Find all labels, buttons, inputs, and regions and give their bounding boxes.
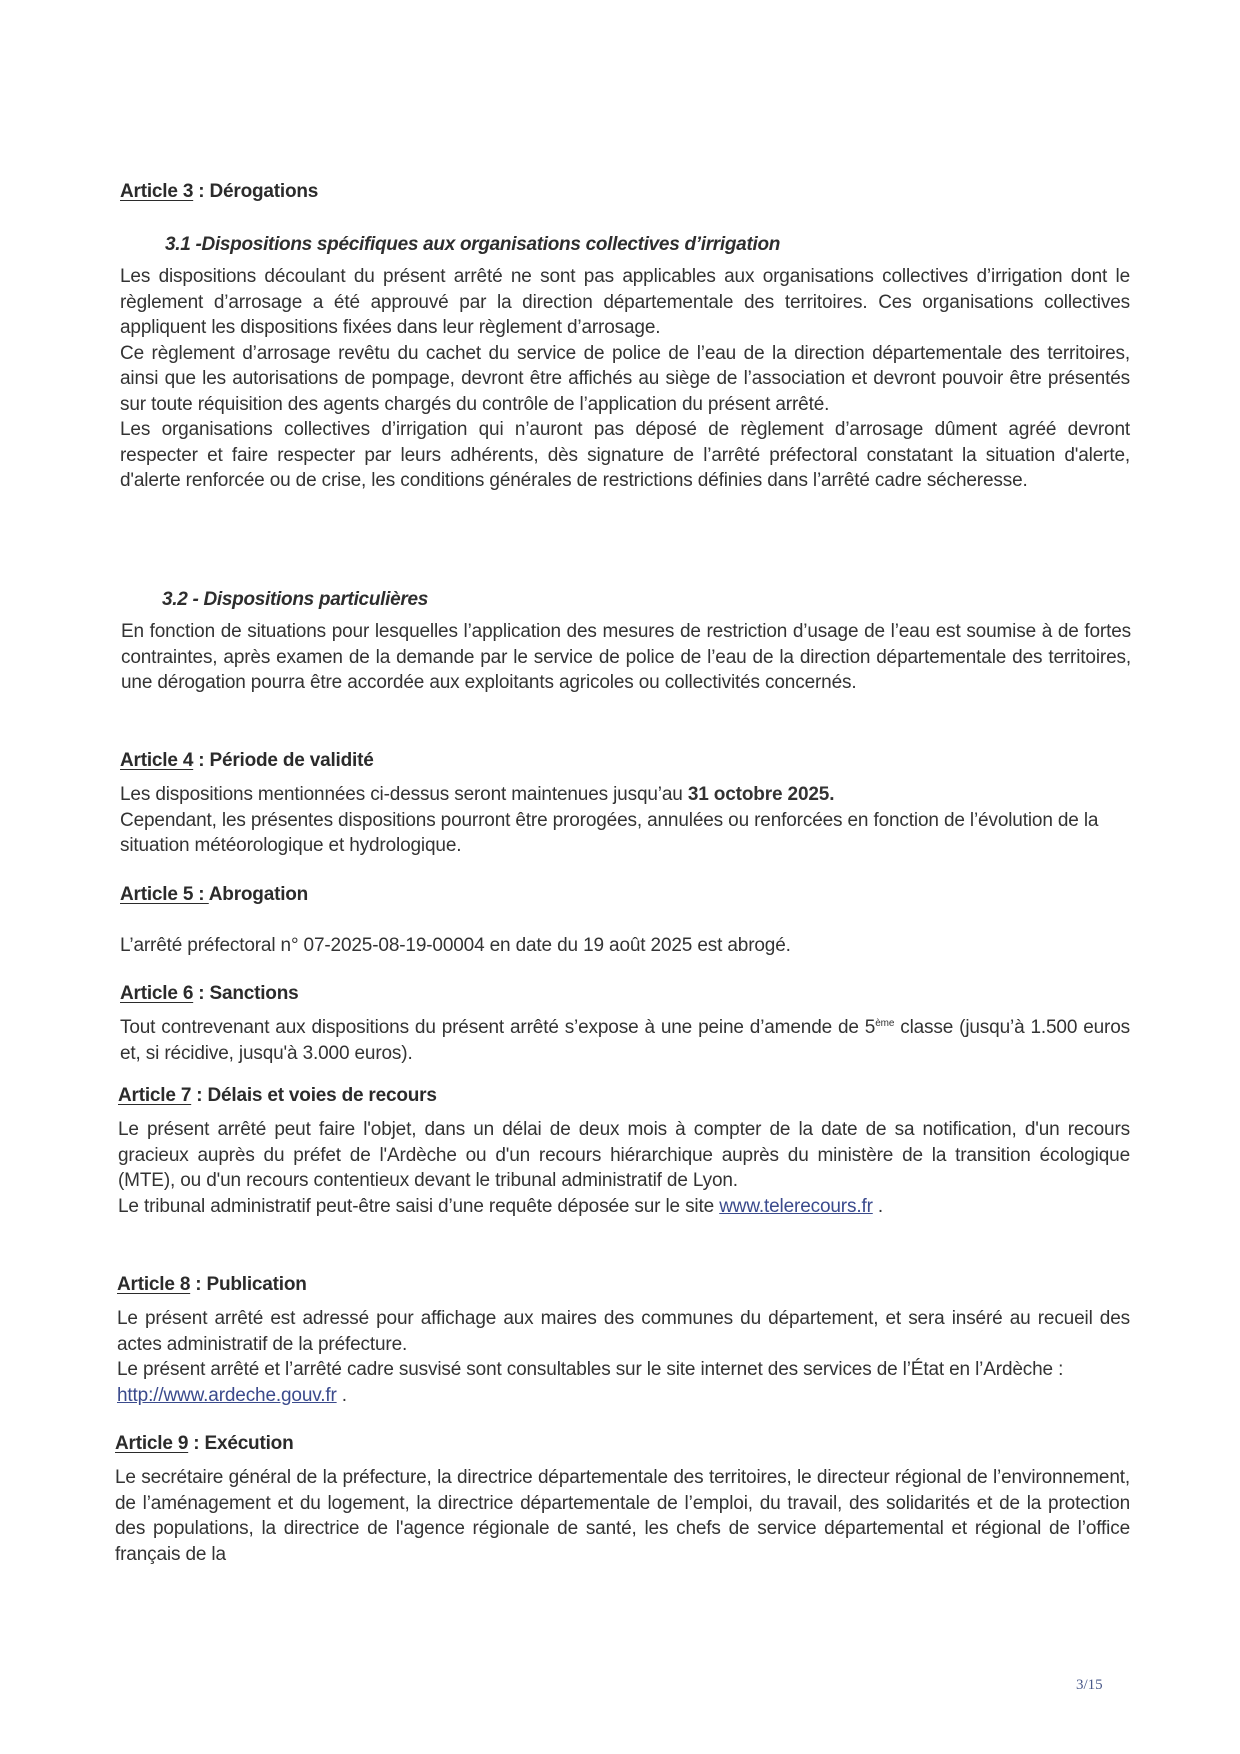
article-9-paragraph-1: Le secrétaire général de la préfecture, la directrice départementale des territoires, le directeur régional de l’environnement, de l’aménagement et du logement, la directrice départementale de l’emploi, du travail, des solidarités et de la protection des populations, la directrice de l'agence régionale de santé, les chefs de service départemental et régional de l’office français de la — [115, 1467, 1130, 1565]
text: Les dispositions mentionnées ci-dessus seront maintenues jusqu’au — [120, 784, 688, 805]
section-3-2-title: 3.2 - Dispositions particulières — [162, 589, 428, 610]
article-3-title: Dérogations — [209, 181, 319, 202]
heading-separator: : — [188, 1433, 205, 1454]
article-7-label: Article 7 — [118, 1085, 192, 1106]
article-6-label: Article 6 — [120, 983, 194, 1004]
heading-separator: : — [191, 1085, 208, 1106]
article-7-body — [118, 1117, 1130, 1219]
section-3-2-paragraph-1: En fonction de situations pour lesquelles l’application des mesures de restriction d’usage de l’eau est soumise à de fortes contraintes, après examen de la demande par le service de police de l’eau de la direction départementale des territoires, une dérogation pourra être accordée aux exploitants agricoles ou collectivités concernés. — [121, 621, 1131, 693]
section-3-1-paragraph-3: Les organisations collectives d’irrigation qui n’auront pas déposé de règlement d’arrosage dûment agréé devront respecter et faire respecter par leurs adhérents, dès signature de l’arrêté préfectoral constatant la situation d'alerte, d'alerte renforcée ou de crise, les conditions générales de restrictions définies dans l’arrêté cadre sécheresse. — [120, 419, 1130, 491]
heading-separator: : — [190, 1274, 207, 1295]
text: . — [336, 1384, 347, 1406]
telerecours-link[interactable]: www.telerecours.fr — [719, 1195, 873, 1217]
article-5-heading — [120, 884, 1130, 906]
article-7-paragraph-1: Le présent arrêté peut faire l'objet, dans un délai de deux mois à compter de la date de sa notification, d'un recours gracieux auprès du préfet de l'Ardèche ou d'un recours hiérarchique auprès du ministère de la transition écologique (MTE), ou d'un recours contentieux devant le tribunal administratif de Lyon. — [118, 1119, 1130, 1191]
article-9-title: Exécution — [204, 1433, 294, 1454]
article-7-paragraph-2 — [118, 1194, 1130, 1220]
article-6-body — [120, 1015, 1130, 1066]
article-5-title: Abrogation — [208, 884, 309, 905]
article-3-label: Article 3 — [120, 181, 194, 202]
ordinal-suffix: ème — [875, 1018, 895, 1029]
article-7-title: Délais et voies de recours — [207, 1085, 437, 1106]
section-3-1-paragraph-1: Les dispositions découlant du présent arrêté ne sont pas applicables aux organisations collectives d’irrigation dont le règlement d’arrosage a été approuvé par la direction départementale des territoires. Ces organisations collectives appliquent les dispositions fixées dans leur règlement d’arrosage. — [120, 266, 1130, 338]
article-6-heading — [120, 983, 1130, 1005]
article-4-paragraph-2: Cependant, les présentes dispositions pourront être prorogées, annulées ou renforcées en fonction de l’évolution de la situation météorologique et hydrologique. — [120, 809, 1099, 856]
article-4-title: Période de validité — [209, 750, 374, 771]
section-3-1-body — [120, 264, 1130, 494]
article-5-label: Article 5 : — [120, 884, 209, 905]
article-8-body — [117, 1306, 1130, 1408]
article-3-heading — [120, 181, 1130, 203]
article-8-paragraph-1: Le présent arrêté est adressé pour affichage aux maires des communes du département, et sera inséré au recueil des actes administratif de la préfecture. — [117, 1308, 1130, 1355]
heading-separator: : — [193, 181, 210, 202]
section-3-1-paragraph-2: Ce règlement d’arrosage revêtu du cachet du service de police de l’eau de la direction départementale des territoires, ainsi que les autorisations de pompage, devront être affichés au siège de l’association et devront pouvoir être présentés sur toute réquisition des agents chargés du contrôle de l’application du présent arrêté. — [120, 342, 1130, 415]
end-date: 31 octobre 2025. — [687, 784, 835, 805]
article-8-label: Article 8 — [117, 1274, 191, 1295]
section-3-1-title: 3.1 -Dispositions spécifiques aux organisations collectives d’irrigation — [165, 234, 781, 255]
article-9-body — [115, 1465, 1130, 1567]
text: Le présent arrêté et l’arrêté cadre susvisé sont consultables sur le site internet des services de l’État en l’Ardèche : — [117, 1359, 1064, 1380]
article-5-body — [120, 933, 1130, 959]
text: classe (jusqu’à 1.500 euros et, si récidive, jusqu'à 3.000 euros). — [120, 1017, 1130, 1064]
ardeche-gouv-link[interactable]: http://www.ardeche.gouv.fr — [117, 1384, 337, 1406]
section-3-2-body — [121, 619, 1131, 696]
article-4-body — [120, 782, 1130, 859]
article-7-heading — [118, 1085, 1128, 1107]
article-4-heading — [120, 750, 1130, 772]
article-8-title: Publication — [206, 1274, 307, 1295]
article-8-paragraph-2 — [117, 1357, 1130, 1408]
article-5-paragraph-1: L’arrêté préfectoral n° 07-2025-08-19-00004 en date du 19 août 2025 est abrogé. — [120, 935, 791, 956]
article-4-label: Article 4 — [120, 750, 194, 771]
text: Tout contrevenant aux dispositions du présent arrêté s’expose à une peine d’amende de 5 — [120, 1017, 876, 1038]
text: Le tribunal administratif peut-être saisi d’une requête déposée sur le site — [118, 1195, 720, 1217]
heading-separator: : — [193, 750, 210, 771]
article-6-paragraph-1 — [120, 1015, 1130, 1066]
heading-separator: : — [193, 983, 210, 1004]
article-4-paragraph-1 — [120, 782, 1130, 808]
article-8-heading — [117, 1274, 1127, 1296]
article-6-title: Sanctions — [209, 983, 299, 1004]
page-number: 3/15 — [1076, 1677, 1103, 1693]
article-9-heading — [115, 1433, 1125, 1455]
scan-artifact — [100, 232, 148, 246]
text: . — [872, 1195, 884, 1217]
article-9-label: Article 9 — [115, 1433, 189, 1454]
